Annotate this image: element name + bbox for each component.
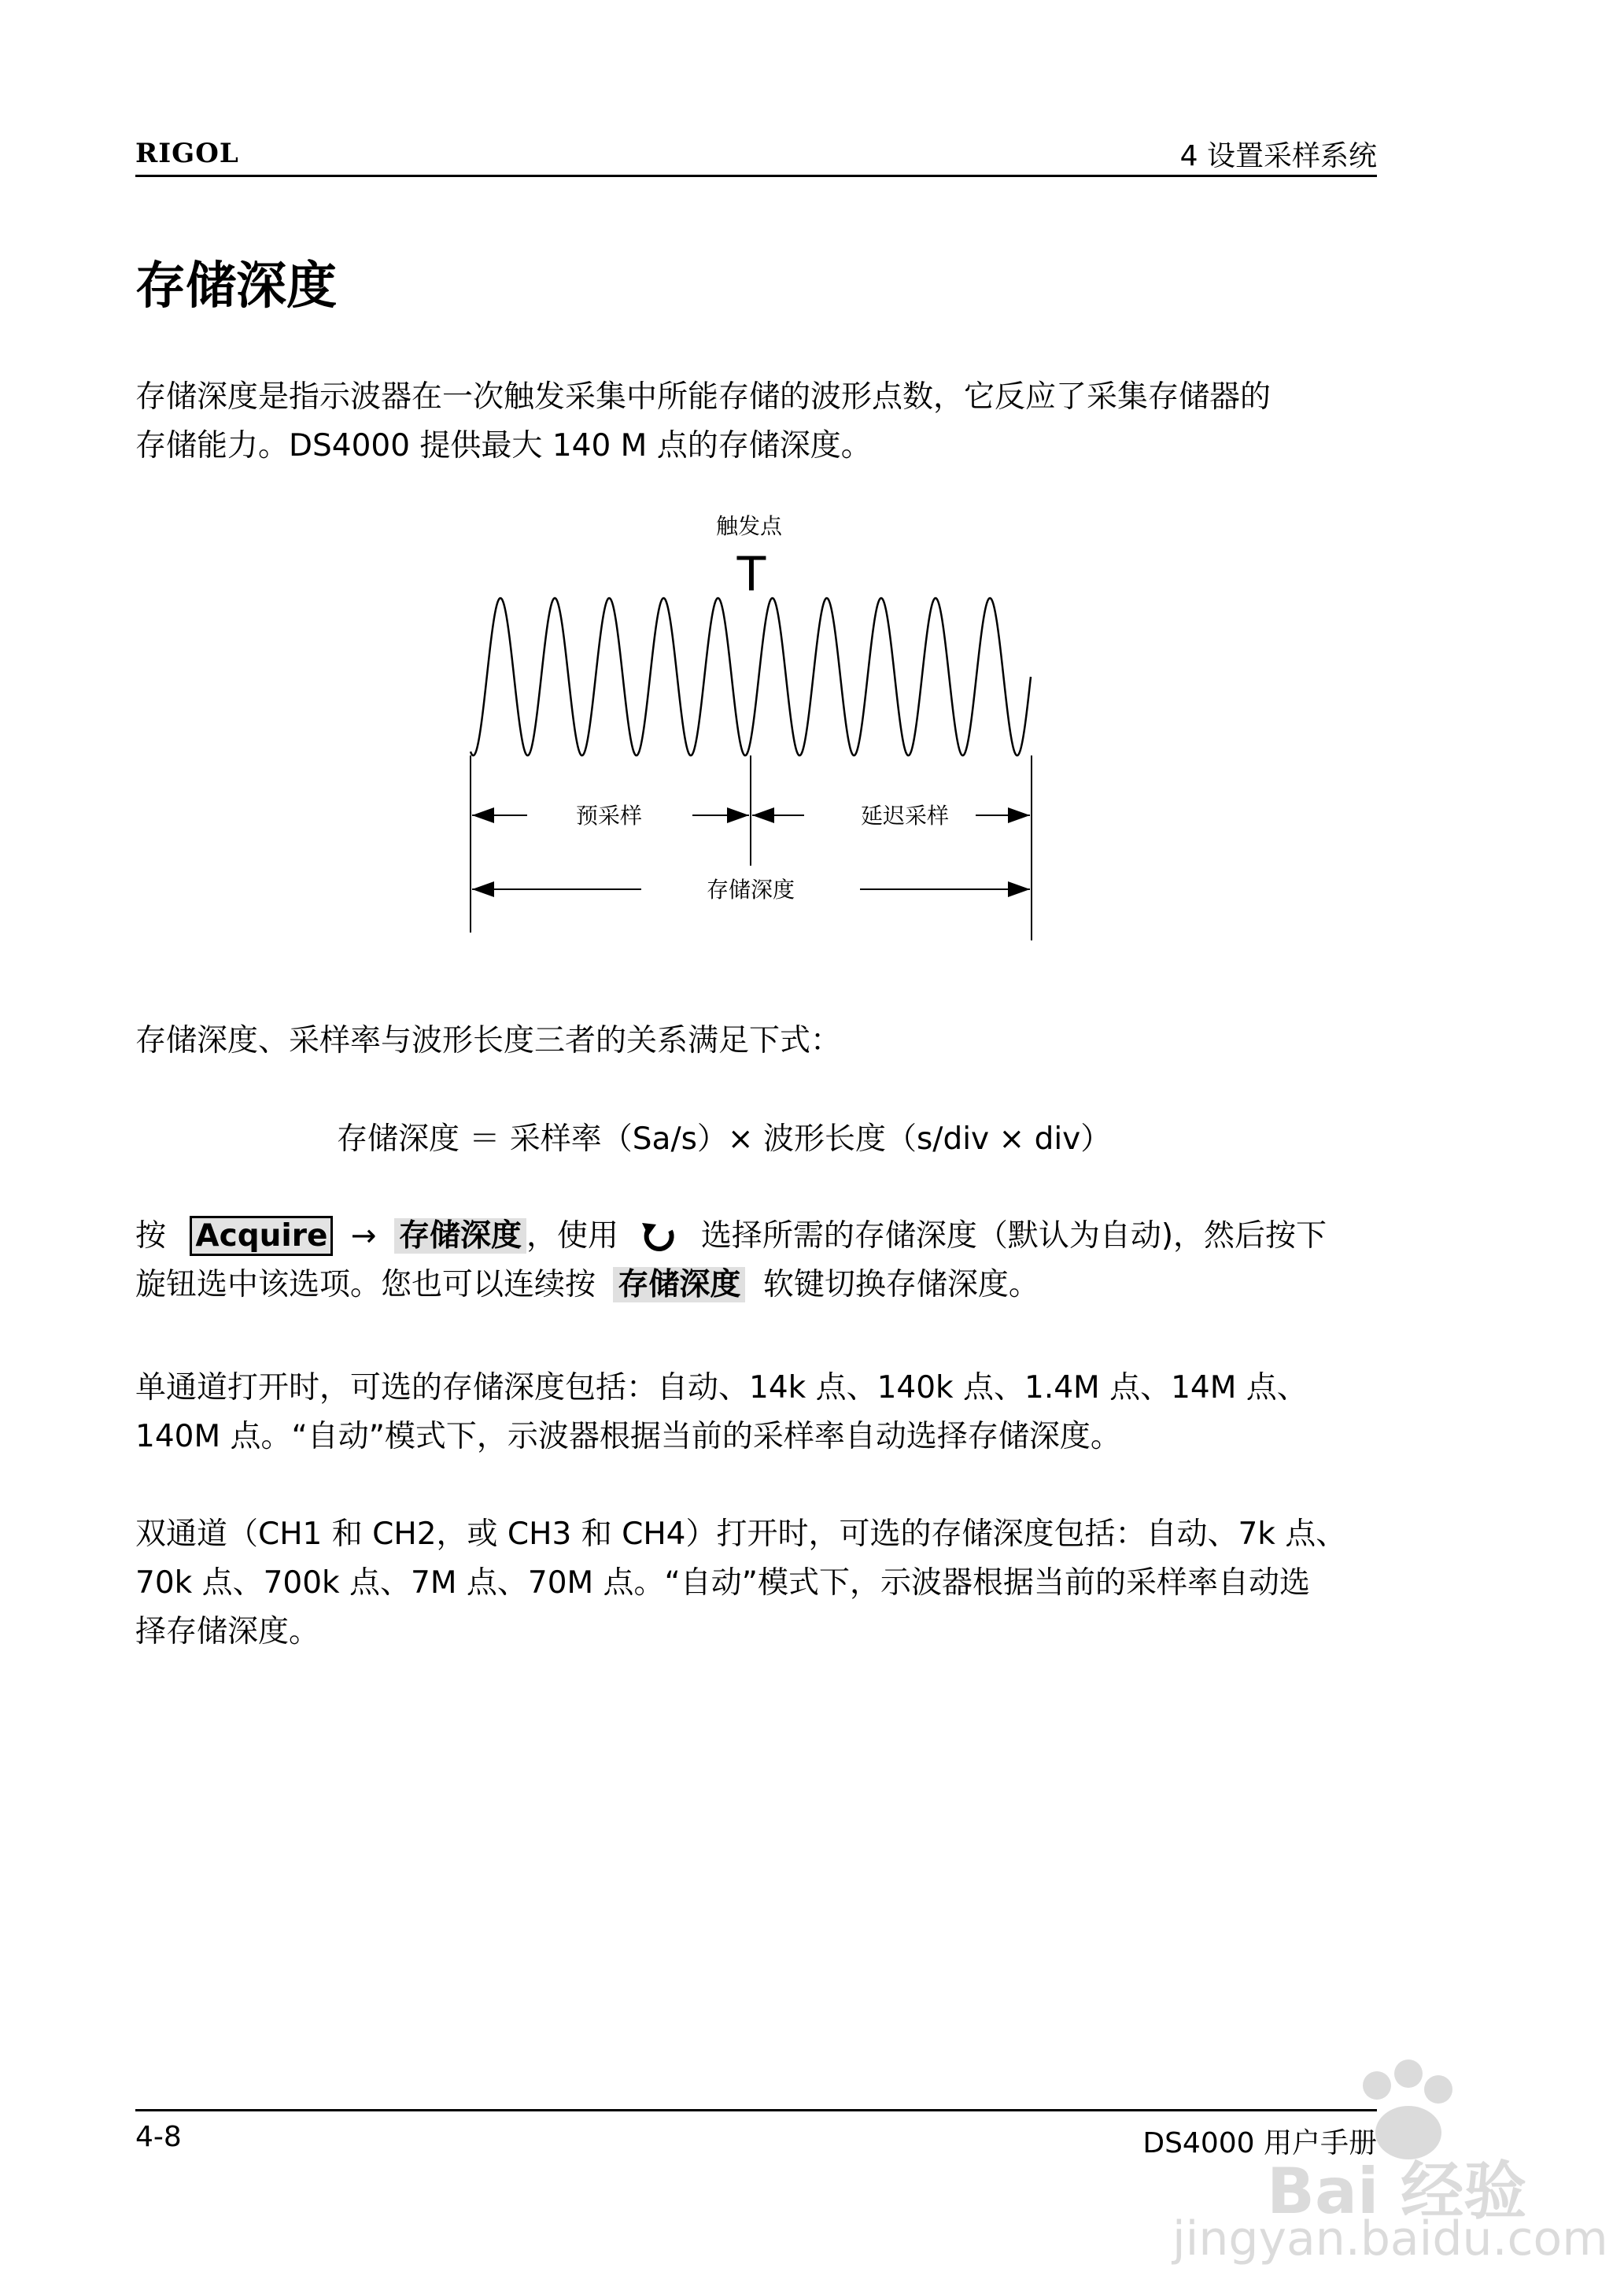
pre-sample-label: 预采样	[575, 803, 643, 829]
post-sample-label: 延迟采样	[860, 803, 950, 829]
trigger-symbol: T	[736, 547, 766, 602]
acquire-key: Acquire	[190, 1216, 333, 1256]
relation-paragraph	[135, 1017, 1379, 1066]
depth-formula: 存储深度 ＝ 采样率（Sa/s）× 波形长度（s/div × div）	[337, 1121, 1112, 1157]
baidu-watermark	[1141, 2054, 1608, 2282]
header-brand: RIGOL	[135, 138, 239, 169]
header-rule	[135, 175, 1377, 177]
waveform-sine	[471, 598, 1031, 755]
depth-arrow-right-head	[1008, 881, 1030, 897]
dual-channel-paragraph	[135, 1510, 1379, 1657]
post-arrow-right-head	[1008, 807, 1030, 823]
header-chapter: 4 设置采样系统	[1179, 140, 1377, 172]
intro-line-2: 存储能力。DS4000 提供最大 140 M 点的存储深度。	[135, 428, 872, 464]
dual-line-2: 70k 点、700k 点、7M 点、70M 点。“自动”模式下，示波器根据当前的采样率自动选	[135, 1565, 1310, 1601]
memory-depth-softkey: 存储深度	[394, 1218, 526, 1254]
press-text: 按	[135, 1218, 167, 1254]
use-text: ，使用	[526, 1218, 618, 1254]
depth-arrow-left-head	[472, 881, 494, 897]
rotate-knob-icon	[639, 1220, 680, 1256]
single-channel-paragraph	[135, 1364, 1379, 1461]
post-arrow-left-head	[752, 807, 774, 823]
dual-line-1: 双通道（CH1 和 CH2，或 CH3 和 CH4）打开时，可选的存储深度包括：自动、7k 点、	[135, 1516, 1347, 1552]
watermark-logo-text: Bai 经验	[1267, 2155, 1527, 2228]
memory-depth-diagram	[441, 504, 1054, 944]
intro-line-1: 存储深度是指示波器在一次触发采集中所能存储的波形点数，它反应了采集存储器的	[135, 379, 1272, 415]
line2-text-b: 软键切换存储深度。	[762, 1267, 1039, 1302]
page-title: 存储深度	[135, 257, 337, 316]
watermark-url: jingyan.baidu.com	[1172, 2211, 1608, 2266]
single-line-2: 140M 点。“自动”模式下，示波器根据当前的采样率自动选择存储深度。	[135, 1419, 1121, 1454]
trigger-point-label: 触发点	[715, 513, 783, 539]
pre-arrow-right-head	[727, 807, 749, 823]
intro-paragraph	[135, 373, 1379, 471]
instruction-paragraph	[135, 1212, 1379, 1310]
arrow-symbol: →	[350, 1218, 377, 1254]
dual-line-3: 择存储深度。	[135, 1614, 320, 1649]
page-number: 4-8	[135, 2121, 182, 2153]
memory-depth-label: 存储深度	[706, 877, 795, 903]
line2-text-a: 旋钮选中该选项。您也可以连续按	[135, 1267, 596, 1302]
manual-name: DS4000 用户手册	[1142, 2127, 1377, 2159]
memory-depth-softkey-2: 存储深度	[613, 1267, 745, 1302]
relation-text: 存储深度、采样率与波形长度三者的关系满足下式：	[135, 1023, 842, 1058]
single-line-1: 单通道打开时，可选的存储深度包括：自动、14k 点、140k 点、1.4M 点、14M 点、	[135, 1370, 1308, 1406]
instruction-line-1	[135, 1212, 1379, 1261]
after-icon-text: 选择所需的存储深度（默认为自动)，然后按下	[700, 1218, 1327, 1254]
instruction-line-2	[135, 1261, 1379, 1310]
pre-arrow-left-head	[472, 807, 494, 823]
